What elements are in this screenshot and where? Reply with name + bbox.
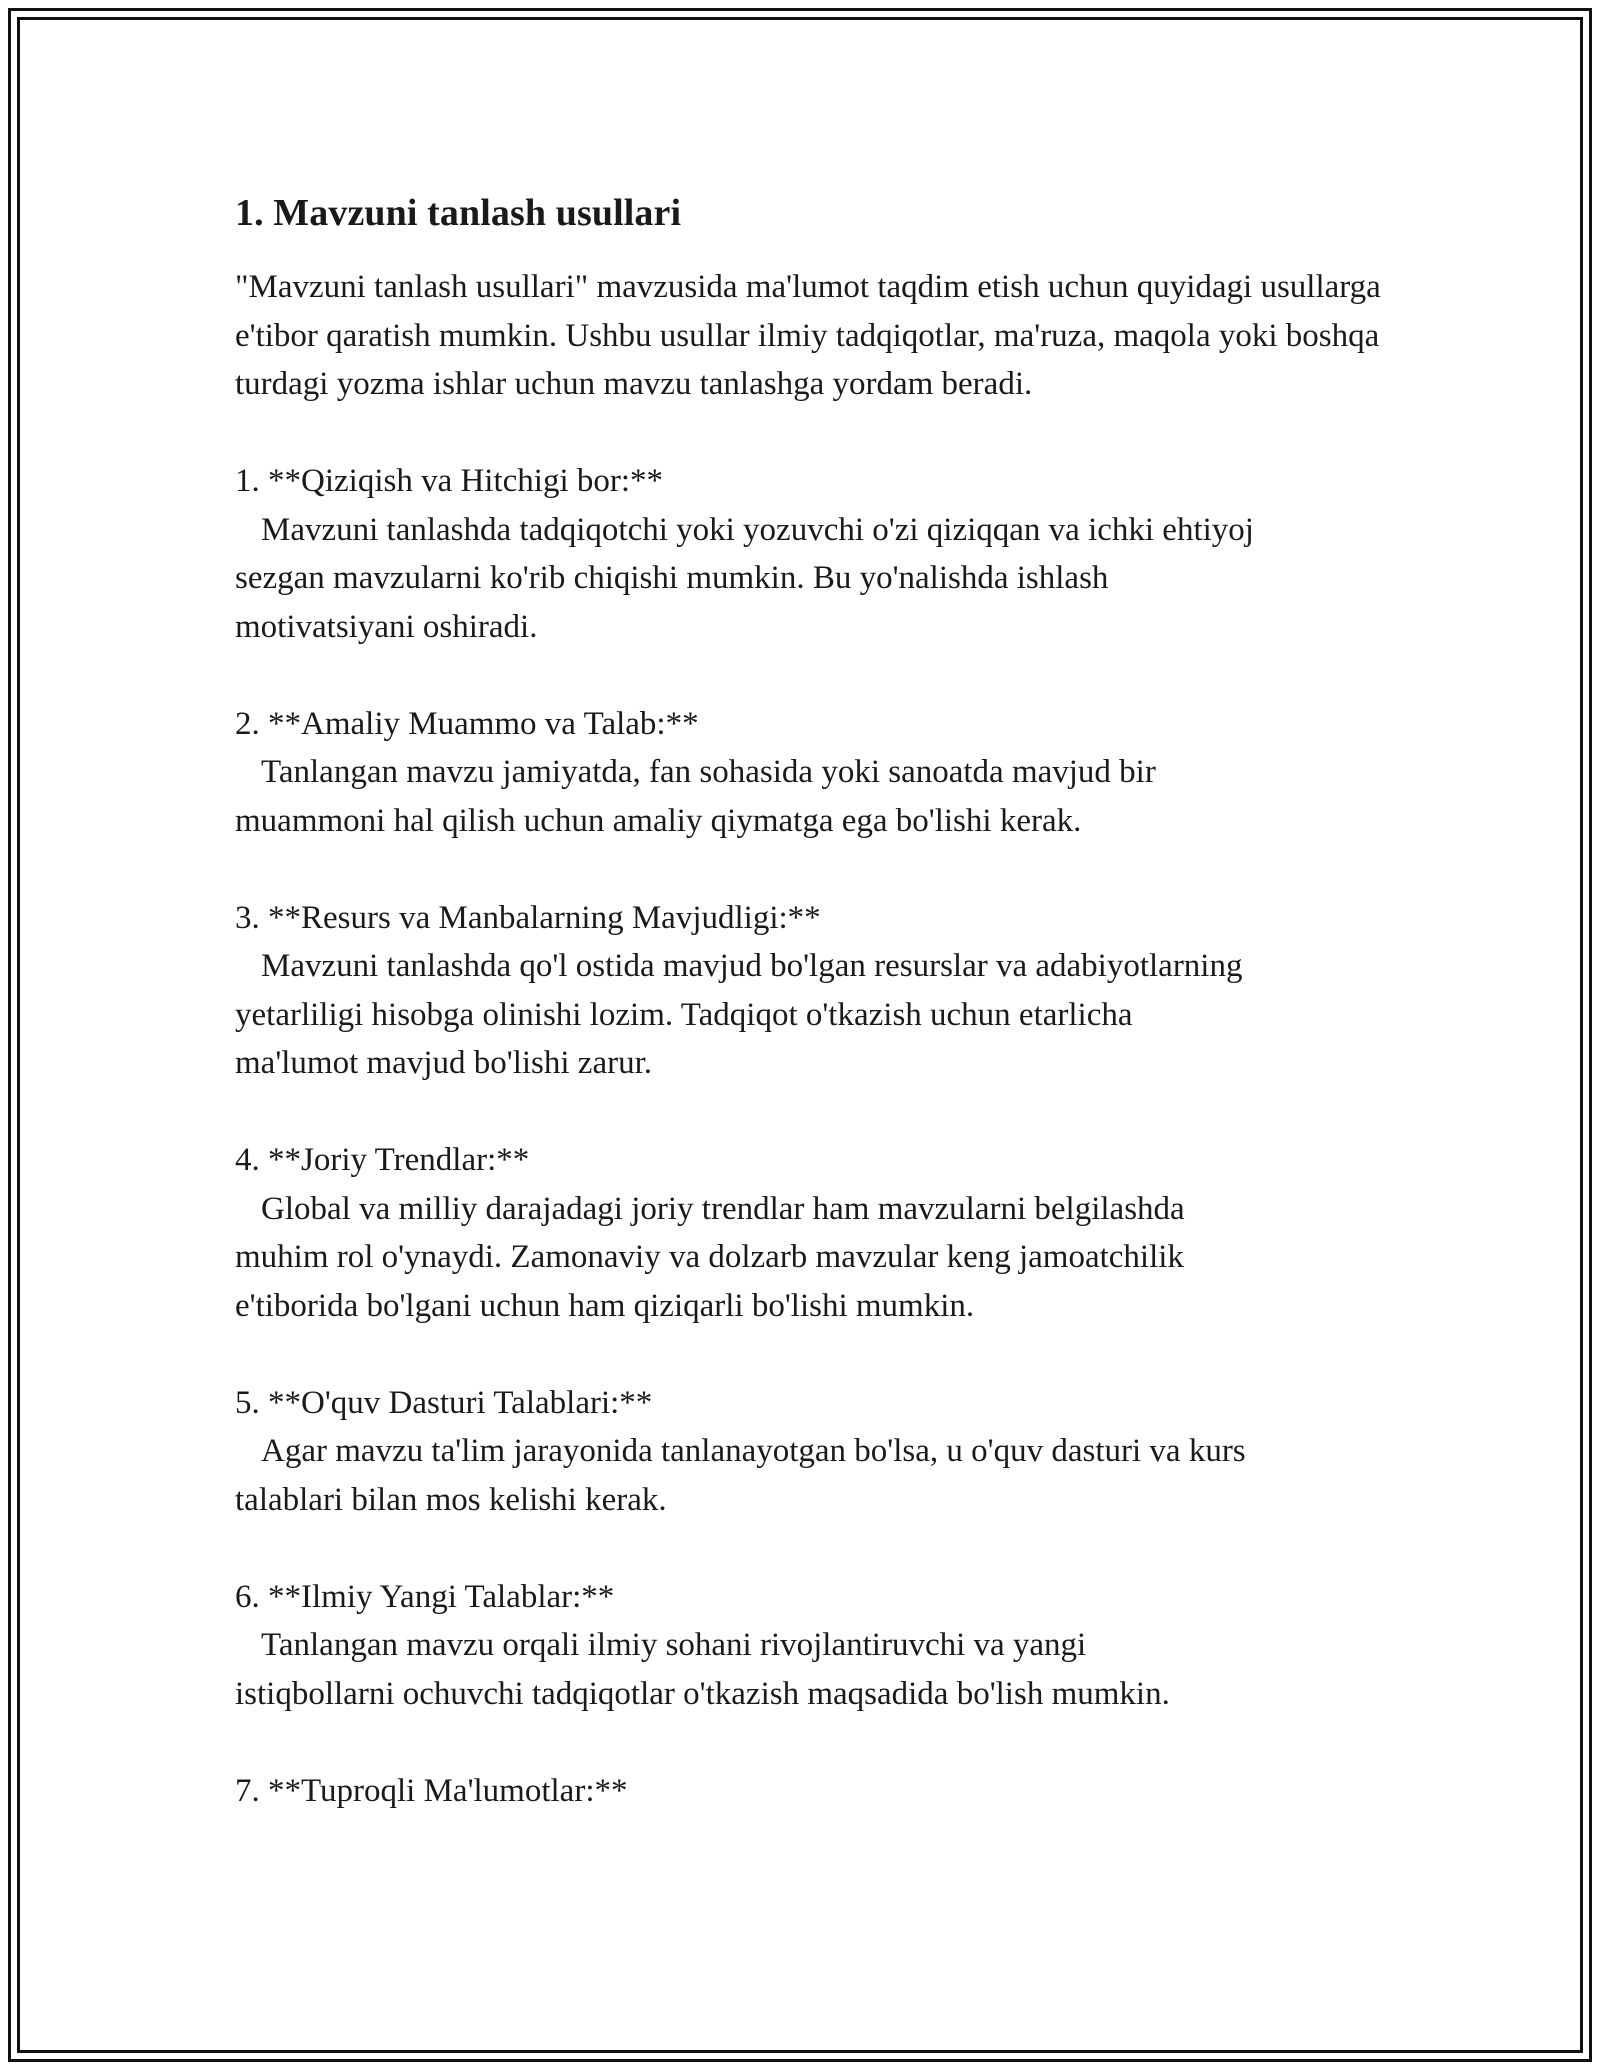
list-item <box>235 1573 1385 1719</box>
document-title: 1. Mavzuni tanlash usullari <box>235 192 682 234</box>
item-line: Tanlangan mavzu orqali ilmiy sohani rivojlantiruvchi va yangi <box>261 1627 1087 1663</box>
item-line: Agar mavzu ta'lim jarayonida tanlanayotgan bo'lsa, u o'quv dasturi va kurs <box>261 1433 1246 1469</box>
list-item <box>235 1379 1385 1525</box>
item-line: Mavzuni tanlashda qo'l ostida mavjud bo'lgan resurslar va adabiyotlarning <box>261 948 1243 984</box>
item-line: ma'lumot mavjud bo'lishi zarur. <box>235 1045 652 1081</box>
item-heading: 2. **Amaliy Muammo va Talab:** <box>235 705 699 742</box>
item-heading: 6. **Ilmiy Yangi Talablar:** <box>235 1578 615 1615</box>
item-heading: 3. **Resurs va Manbalarning Mavjudligi:** <box>235 899 821 936</box>
item-line: muammoni hal qilish uchun amaliy qiymatga ega bo'lishi kerak. <box>235 802 1082 839</box>
item-line: Tanlangan mavzu jamiyatda, fan sohasida yoki sanoatda mavjud bir <box>261 754 1156 790</box>
list-item <box>235 700 1385 846</box>
item-line: Mavzuni tanlashda tadqiqotchi yoki yozuvchi o'zi qiziqqan va ichki ehtiyoj <box>261 511 1254 548</box>
item-line: istiqbollarni ochuvchi tadqiqotlar o'tkazish maqsadida bo'lish mumkin. <box>235 1675 1170 1712</box>
item-line: talablari bilan mos kelishi kerak. <box>235 1481 667 1518</box>
list-item <box>235 1767 1385 1816</box>
item-line: motivatsiyani oshiradi. <box>235 608 538 645</box>
list-item <box>235 894 1385 1088</box>
item-heading: 5. **O'quv Dasturi Talablari:** <box>235 1384 653 1421</box>
list-item <box>235 457 1385 651</box>
item-line: muhim rol o'ynaydi. Zamonaviy va dolzarb mavzular keng jamoatchilik <box>235 1239 1184 1275</box>
item-heading: 1. **Qiziqish va Hitchigi bor:** <box>235 463 664 499</box>
item-line: yetarliligi hisobga olinishi lozim. Tadqiqot o'tkazish uchun etarlicha <box>235 996 1133 1033</box>
item-heading: 7. **Tuproqli Ma'lumotlar:** <box>235 1772 628 1809</box>
item-line: Global va milliy darajadagi joriy trendlar ham mavzularni belgilashda <box>261 1190 1185 1227</box>
intro-paragraph: "Mavzuni tanlash usullari" mavzusida ma'lumot taqdim etish uchun quyidagi usullarga e'tibor qaratish mumkin. Ushbu usullar ilmiy tadqiqotlar, ma'ruza, maqola yoki boshqa turdagi yozma ishlar uchun mavzu tanlashga yordam beradi. <box>235 269 1381 402</box>
item-line: e'tiborida bo'lgani uchun ham qiziqarli bo'lishi mumkin. <box>235 1287 975 1324</box>
list-item <box>235 1136 1385 1330</box>
item-line: sezgan mavzularni ko'rib chiqishi mumkin. Bu yo'nalishda ishlash <box>235 560 1109 596</box>
item-heading: 4. **Joriy Trendlar:** <box>235 1142 530 1178</box>
document-body <box>235 185 1385 1815</box>
